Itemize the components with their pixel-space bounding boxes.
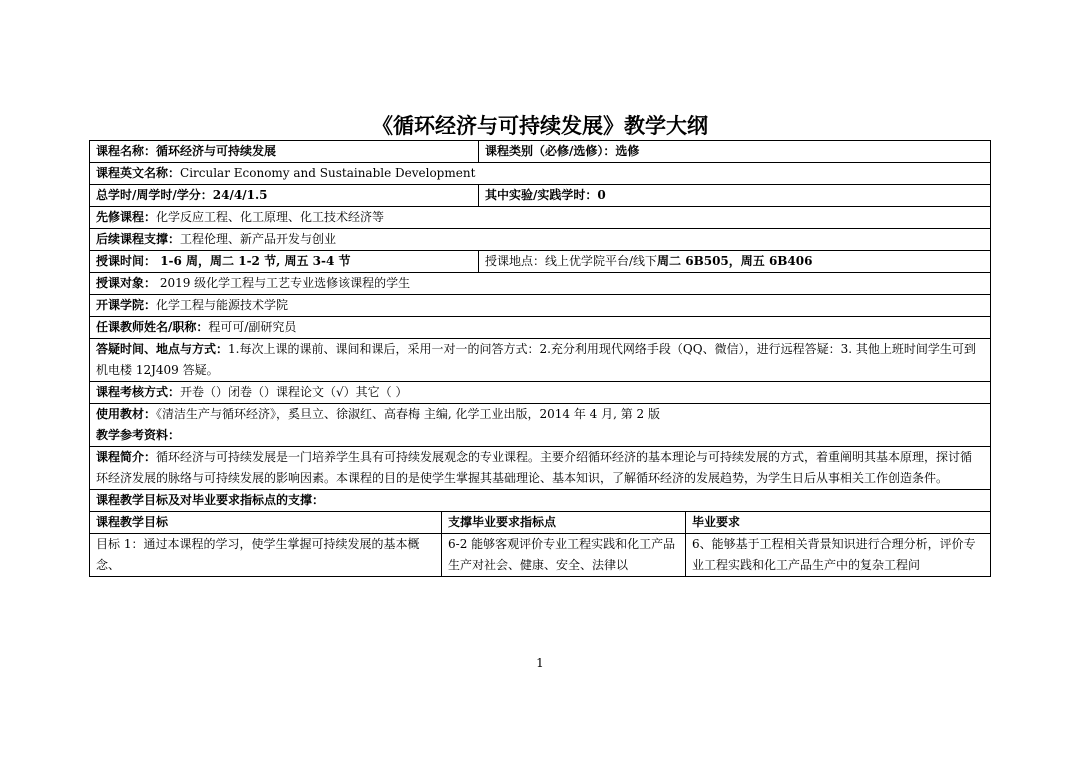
objective-target-cell: 目标 1：通过本课程的学习，使学生掌握可持续发展的基本概念、 (90, 534, 442, 577)
prerequisite-cell: 先修课程：化学反应工程、化工原理、化工技术经济等 (90, 207, 991, 229)
objective-requirement-cell: 6、能够基于工程相关背景知识进行合理分析，评价专业工程实践和化工产品生产中的复杂工程问 (686, 534, 991, 577)
table-row (90, 534, 991, 577)
followup-course-cell: 后续课程支撑：工程伦理、新产品开发与创业 (90, 229, 991, 251)
assessment-cell: 课程考核方式：开卷（）闭卷（）课程论文（√）其它（ ） (90, 382, 991, 404)
table-row (90, 339, 991, 382)
english-name-cell: 课程英文名称：Circular Economy and Sustainable Development (90, 163, 991, 185)
table-row (90, 295, 991, 317)
intro-cell: 课程简介：循环经济与可持续发展是一门培养学生具有可持续发展观念的专业课程。主要介绍循环经济的基本理论与可持续发展的方式，着重阐明其基本原理，探讨循环经济发展的脉络与可持续发展的影响因素。本课程的目的是使学生掌握其基础理论、基本知识，了解循环经济的发展趋势，为学生日后从事相关工作创造条件。 (90, 447, 991, 490)
objective-indicator-cell: 6-2 能够客观评价专业工程实践和化工产品生产对社会、健康、安全、法律以 (442, 534, 686, 577)
table-row (90, 207, 991, 229)
table-row (90, 251, 991, 273)
course-type-cell: 课程类别（必修/选修）：选修 (479, 141, 991, 163)
objectives-header-indicator: 支撑毕业要求指标点 (442, 512, 686, 534)
table-row (90, 141, 991, 163)
page-title: 《循环经济与可持续发展》教学大纲 (372, 113, 708, 138)
qa-cell: 答疑时间、地点与方式：1.每次上课的课前、课间和课后，采用一对一的问答方式：2.充分利用现代网络手段（QQ、微信），进行远程答疑：3. 其他上班时间学生可到机电楼 12J409 答疑。 (90, 339, 991, 382)
college-cell: 开课学院：化学工程与能源技术学院 (90, 295, 991, 317)
course-name-cell: 课程名称：循环经济与可持续发展 (90, 141, 479, 163)
class-time-cell: 授课时间： 1-6 周，周二 1-2 节, 周五 3-4 节 (90, 251, 479, 273)
objectives-heading-cell: 课程教学目标及对毕业要求指标点的支撑： (90, 490, 991, 512)
audience-cell: 授课对象： 2019 级化学工程与工艺专业选修该课程的学生 (90, 273, 991, 295)
objectives-header-requirement: 毕业要求 (686, 512, 991, 534)
textbook-cell: 使用教材：《清洁生产与循环经济》，奚旦立、徐淑红、高春梅 主编, 化学工业出版，2014 年 4 月, 第 2 版 教学参考资料： (90, 404, 991, 447)
page-number: 1 (536, 656, 544, 670)
table-row (90, 382, 991, 404)
teacher-cell: 任课教师姓名/职称：程可可/副研究员 (90, 317, 991, 339)
table-header-row (90, 512, 991, 534)
table-row (90, 490, 991, 512)
hours-cell: 总学时/周学时/学分：24/4/1.5 (90, 185, 479, 207)
table-row (90, 229, 991, 251)
table-row (90, 163, 991, 185)
table-row (90, 404, 991, 447)
syllabus-table (89, 140, 991, 577)
table-row (90, 317, 991, 339)
objectives-header-target: 课程教学目标 (90, 512, 442, 534)
table-row (90, 447, 991, 490)
references-label: 教学参考资料： (96, 428, 181, 442)
table-row (90, 185, 991, 207)
table-row (90, 273, 991, 295)
class-place-cell: 授课地点：线上优学院平台/线下周二 6B505，周五 6B406 (479, 251, 991, 273)
lab-hours-cell: 其中实验/实践学时：0 (479, 185, 991, 207)
